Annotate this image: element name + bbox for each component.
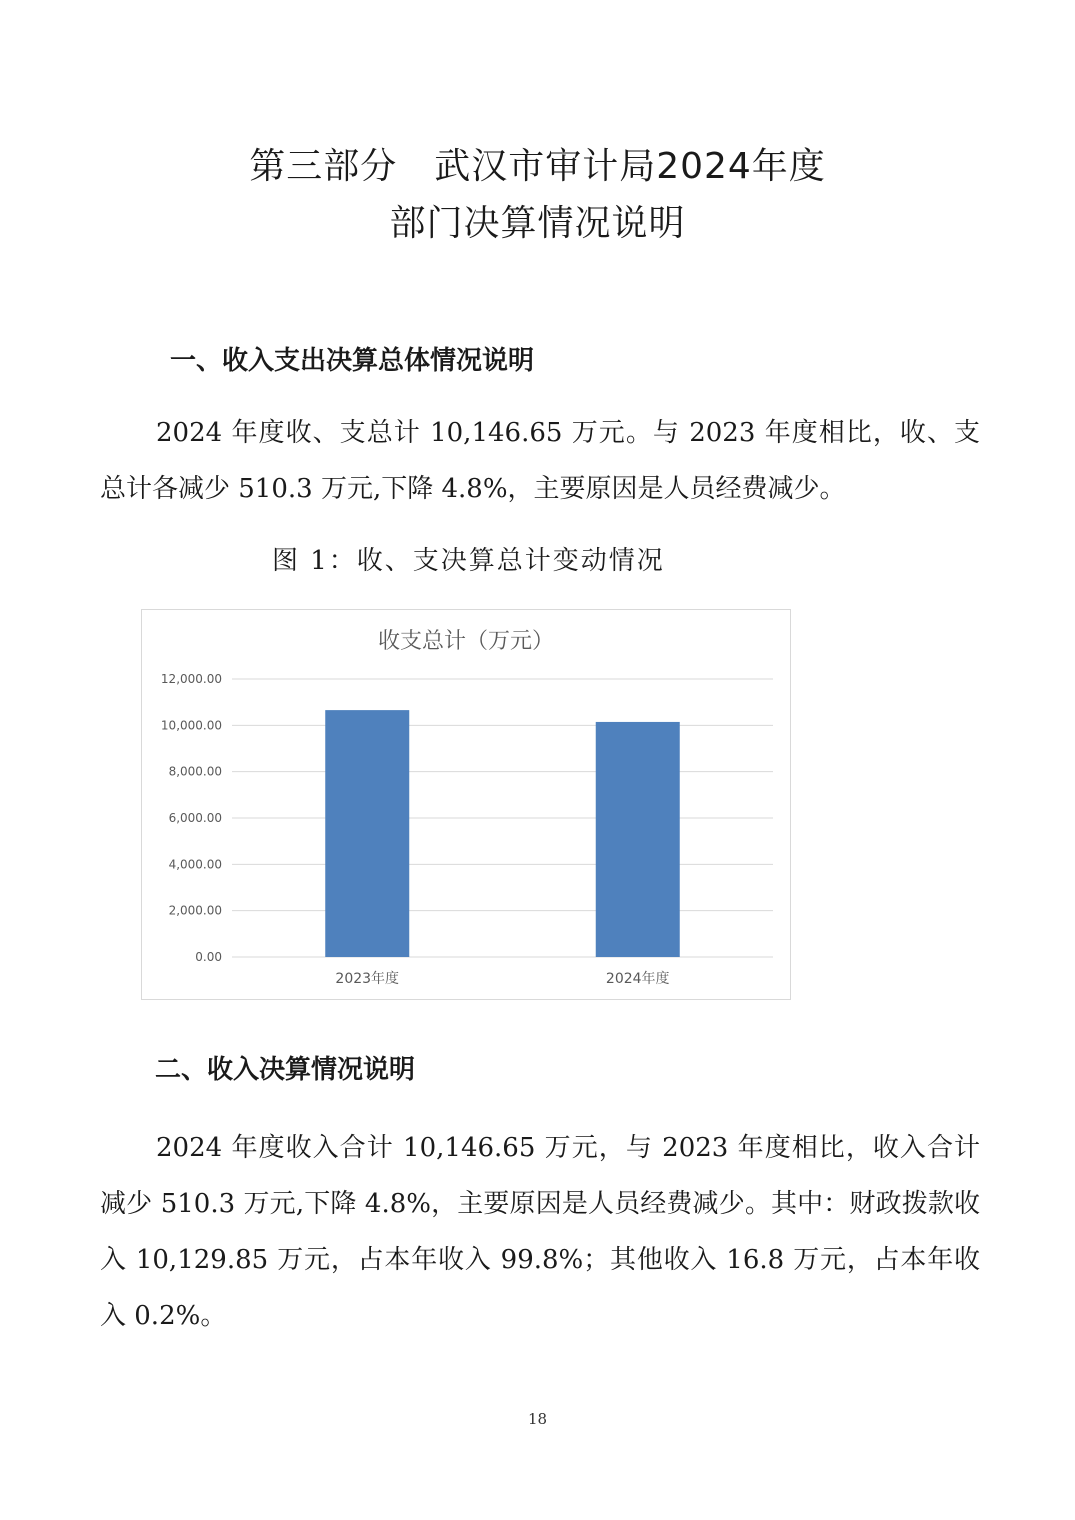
bar [596, 722, 680, 957]
y-tick-label: 4,000.00 [168, 857, 222, 872]
section1-heading: 一、收入支出决算总体情况说明 [170, 346, 535, 376]
page-title-line1: 第三部分 武汉市审计局2024年度 [249, 146, 826, 187]
section2-text: 2024 年度收入合计 10,146.65 万元，与 2023 年度相比，收入合计减少 510.3 万元,下降 4.8%，主要原因是人员经费减少。其中：财政拨款收入 10,129.85 万元，占本年收入 99.8%；其他收入 16.8 万元，占本年收入 0.2%。 [100, 1133, 980, 1331]
chart-svg [142, 610, 790, 999]
bar [325, 710, 409, 957]
section2-heading: 二、收入决算情况说明 [155, 1055, 416, 1085]
y-tick-label: 8,000.00 [168, 764, 222, 779]
y-tick-label: 12,000.00 [160, 672, 222, 686]
page-title-line2: 部门决算情况说明 [389, 203, 686, 244]
y-tick-label: 6,000.00 [168, 811, 222, 825]
bar-chart [141, 609, 791, 1000]
y-tick-label: 10,000.00 [160, 718, 222, 733]
page-number: 18 [527, 1410, 548, 1428]
x-tick-label: 2023年度 [335, 971, 400, 987]
chart-title: 收支总计（万元） [377, 629, 555, 654]
figure1-caption: 图 1：收、支决算总计变动情况 [272, 546, 665, 576]
y-tick-label: 2,000.00 [168, 903, 222, 918]
x-tick-label: 2024年度 [605, 971, 670, 987]
section2-paragraph [100, 1120, 980, 1344]
y-tick-label: 0.00 [195, 950, 222, 964]
section1-paragraph [100, 405, 980, 517]
section1-text: 2024 年度收、支总计 10,146.65 万元。与 2023 年度相比，收、支总计各减少 510.3 万元,下降 4.8%，主要原因是人员经费减少。 [100, 418, 980, 504]
